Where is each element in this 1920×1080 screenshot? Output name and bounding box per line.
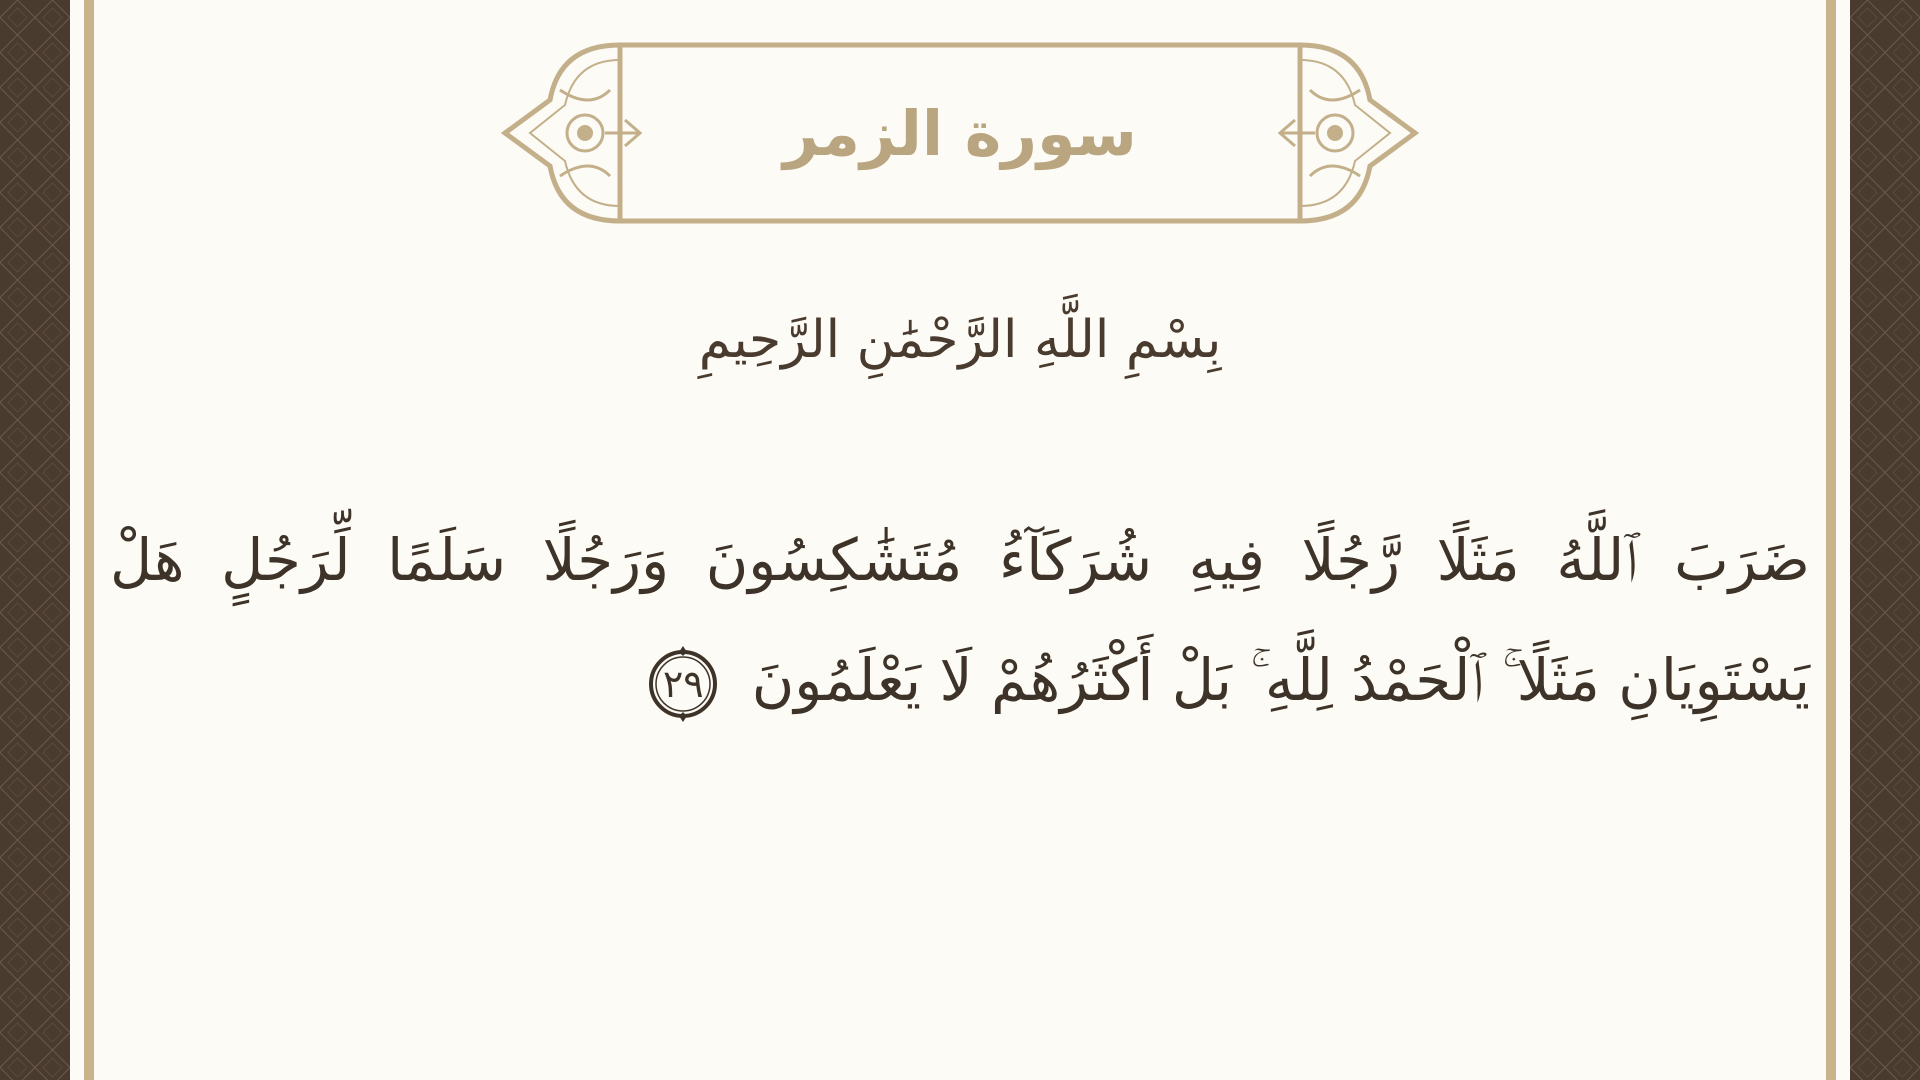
left-pattern-border [0, 0, 70, 1080]
surah-header [500, 40, 1420, 226]
verse-text: ضَرَبَ ٱللَّهُ مَثَلًا رَّجُلًا فِيهِ شُرَكَآءُ مُتَشَٰكِسُونَ وَرَجُلًا سَلَمًا لِّرَجُلٍ هَلْ يَسْتَوِيَانِ مَثَلًا ۚ ٱلْحَمْدُ لِلَّهِ ۚ بَلْ أَكْثَرُهُمْ لَا يَعْلَمُونَ [110, 526, 1810, 714]
right-pattern-border [1850, 0, 1920, 1080]
right-gold-rule [1826, 0, 1836, 1080]
pattern-icon [1850, 0, 1920, 1080]
ayah-number: ٢٩ [662, 661, 704, 706]
basmala: بِسْمِ اللَّهِ الرَّحْمَٰنِ الرَّحِيمِ [698, 310, 1222, 370]
left-gold-rule [84, 0, 94, 1080]
pattern-icon [0, 0, 70, 1080]
ayah-marker [643, 644, 723, 724]
verse-text-block [110, 500, 1810, 740]
surah-title: سورة الزمر [783, 96, 1137, 170]
